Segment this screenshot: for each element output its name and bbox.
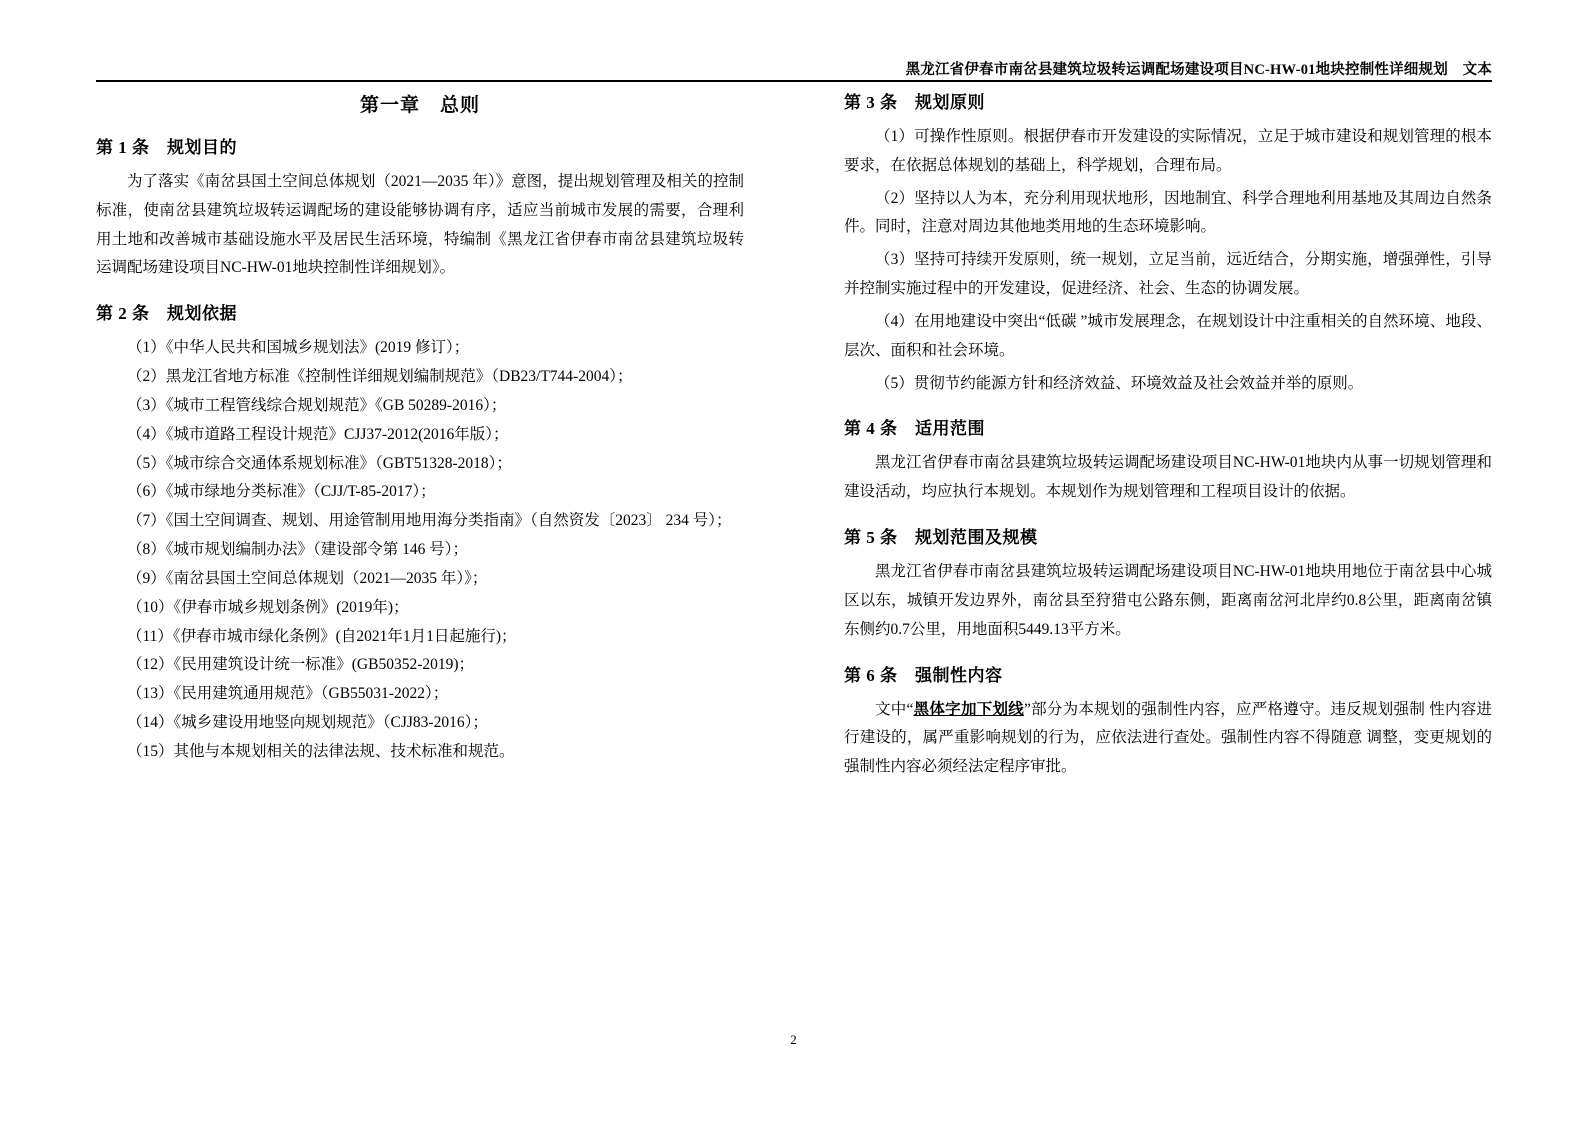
mandatory-suffix: ”部分为本规划的强制性内容，应严格遵守。违反规划强制 性内容进行建设的，属严重影响规划的行为，应依法进行查处。强制性内容不得随意 调整，变更规划的强制性内容必须经法定程序审批。 xyxy=(844,700,1492,776)
section-6-paragraph xyxy=(844,696,1492,782)
section-1-paragraph: 为了落实《南岔县国土空间总体规划（2021—2035 年）》意图，提出规划管理及相关的控制标准，使南岔县建筑垃圾转运调配场的建设能够协调有序，适应当前城市发展的需要，合理利用土地和改善城市基础设施水平及居民生活环境，特编制《黑龙江省伊春市南岔县建筑垃圾转运调配场建设项目NC-HW-01地块控制性详细规划》。 xyxy=(96,173,744,277)
two-column-body xyxy=(96,86,1492,1046)
basis-item: （1）《中华人民共和国城乡规划法》(2019 修订）； xyxy=(127,339,470,357)
basis-item: （3）《城市工程管线综合规划规范》《GB 50289-2016）； xyxy=(127,396,507,414)
basis-item: （11）《伊春市城市绿化条例》(自2021年1月1日起施行)； xyxy=(127,627,517,645)
section-heading-2: 第 2 条 规划依据 xyxy=(96,304,237,324)
left-column xyxy=(96,86,744,767)
principle-item: （4）在用地建设中突出“低碳 ”城市发展理念，在规划设计中注重相关的自然环境、地段、层次、面积和社会环境。 xyxy=(844,312,1492,359)
page-number: 2 xyxy=(790,1032,797,1047)
basis-item: （13）《民用建筑通用规范》（GB55031-2022）； xyxy=(127,685,449,703)
basis-item: （9）《南岔县国土空间总体规划（2021—2035 年）》； xyxy=(127,569,488,587)
basis-item: （12）《民用建筑设计统一标准》(GB50352-2019)； xyxy=(127,656,475,674)
basis-item: （4）《城市道路工程设计规范》CJJ37-2012(2016年版）； xyxy=(127,425,509,443)
chapter-title: 第一章 总则 xyxy=(359,95,480,116)
principle-item: （3）坚持可持续开发原则，统一规划，立足当前，远近结合，分期实施，增强弹性，引导并控制实施过程中的开发建设，促进经济、社会、生态的协调发展。 xyxy=(844,251,1492,298)
header-divider xyxy=(96,80,1492,82)
section-heading-1: 第 1 条 规划目的 xyxy=(96,138,237,157)
section-heading-3: 第 3 条 规划原则 xyxy=(844,93,985,112)
basis-item: （7）《国土空间调查、规划、用途管制用地用海分类指南》（自然资发〔2023〕 234 号）； xyxy=(127,512,732,530)
section-5-paragraph: 黑龙江省伊春市南岔县建筑垃圾转运调配场建设项目NC-HW-01地块用地位于南岔县中心城区以东，城镇开发边界外，南岔县至狩猎屯公路东侧，距离南岔河北岸约0.8公里，距离南岔镇东侧约0.7公里，用地面积5449.13平方米。 xyxy=(844,563,1492,638)
section-4-paragraph: 黑龙江省伊春市南岔县建筑垃圾转运调配场建设项目NC-HW-01地块内从事一切规划管理和建设活动，均应执行本规划。本规划作为规划管理和工程项目设计的依据。 xyxy=(844,454,1492,501)
section-heading-4: 第 4 条 适用范围 xyxy=(844,419,985,439)
principle-item: （5）贯彻节约能源方针和经济效益、环境效益及社会效益并举的原则。 xyxy=(875,374,1364,392)
basis-item: （2）黑龙江省地方标准《控制性详细规划编制规范》（DB23/T744-2004）； xyxy=(127,368,633,386)
section-heading-5: 第 5 条 规划范围及规模 xyxy=(844,528,1038,548)
basis-item: （10）《伊春市城乡规划条例》(2019年)； xyxy=(127,598,409,616)
right-column xyxy=(844,86,1492,786)
principle-item: （2）坚持以人为本，充分利用现状地形，因地制宜、科学合理地利用基地及其周边自然条件。同时，注意对周边其他地类用地的生态环境影响。 xyxy=(844,189,1492,236)
mandatory-emphasis: 黑体字加下划线 xyxy=(913,700,1024,718)
principle-item: （1）可操作性原则。根据伊春市开发建设的实际情况，立足于城市建设和规划管理的根本要求，在依据总体规划的基础上，科学规划，合理布局。 xyxy=(844,128,1492,174)
basis-item: （5）《城市综合交通体系规划标准》（GBT51328-2018）； xyxy=(127,454,512,472)
section-heading-6: 第 6 条 强制性内容 xyxy=(844,665,1003,685)
basis-item: （14）《城乡建设用地竖向规划规范》（CJJ83-2016）； xyxy=(127,714,488,732)
page-header: 黑龙江省伊春市南岔县建筑垃圾转运调配场建设项目NC-HW-01地块控制性详细规划 文本 xyxy=(905,62,1492,78)
mandatory-prefix: 文中“ xyxy=(875,700,914,718)
basis-item: （6）《城市绿地分类标准》（CJJ/T-85-2017）； xyxy=(127,483,436,501)
basis-item: （15）其他与本规划相关的法律法规、技术标准和规范。 xyxy=(127,742,515,760)
basis-item: （8）《城市规划编制办法》（建设部令第 146 号）； xyxy=(127,541,469,559)
